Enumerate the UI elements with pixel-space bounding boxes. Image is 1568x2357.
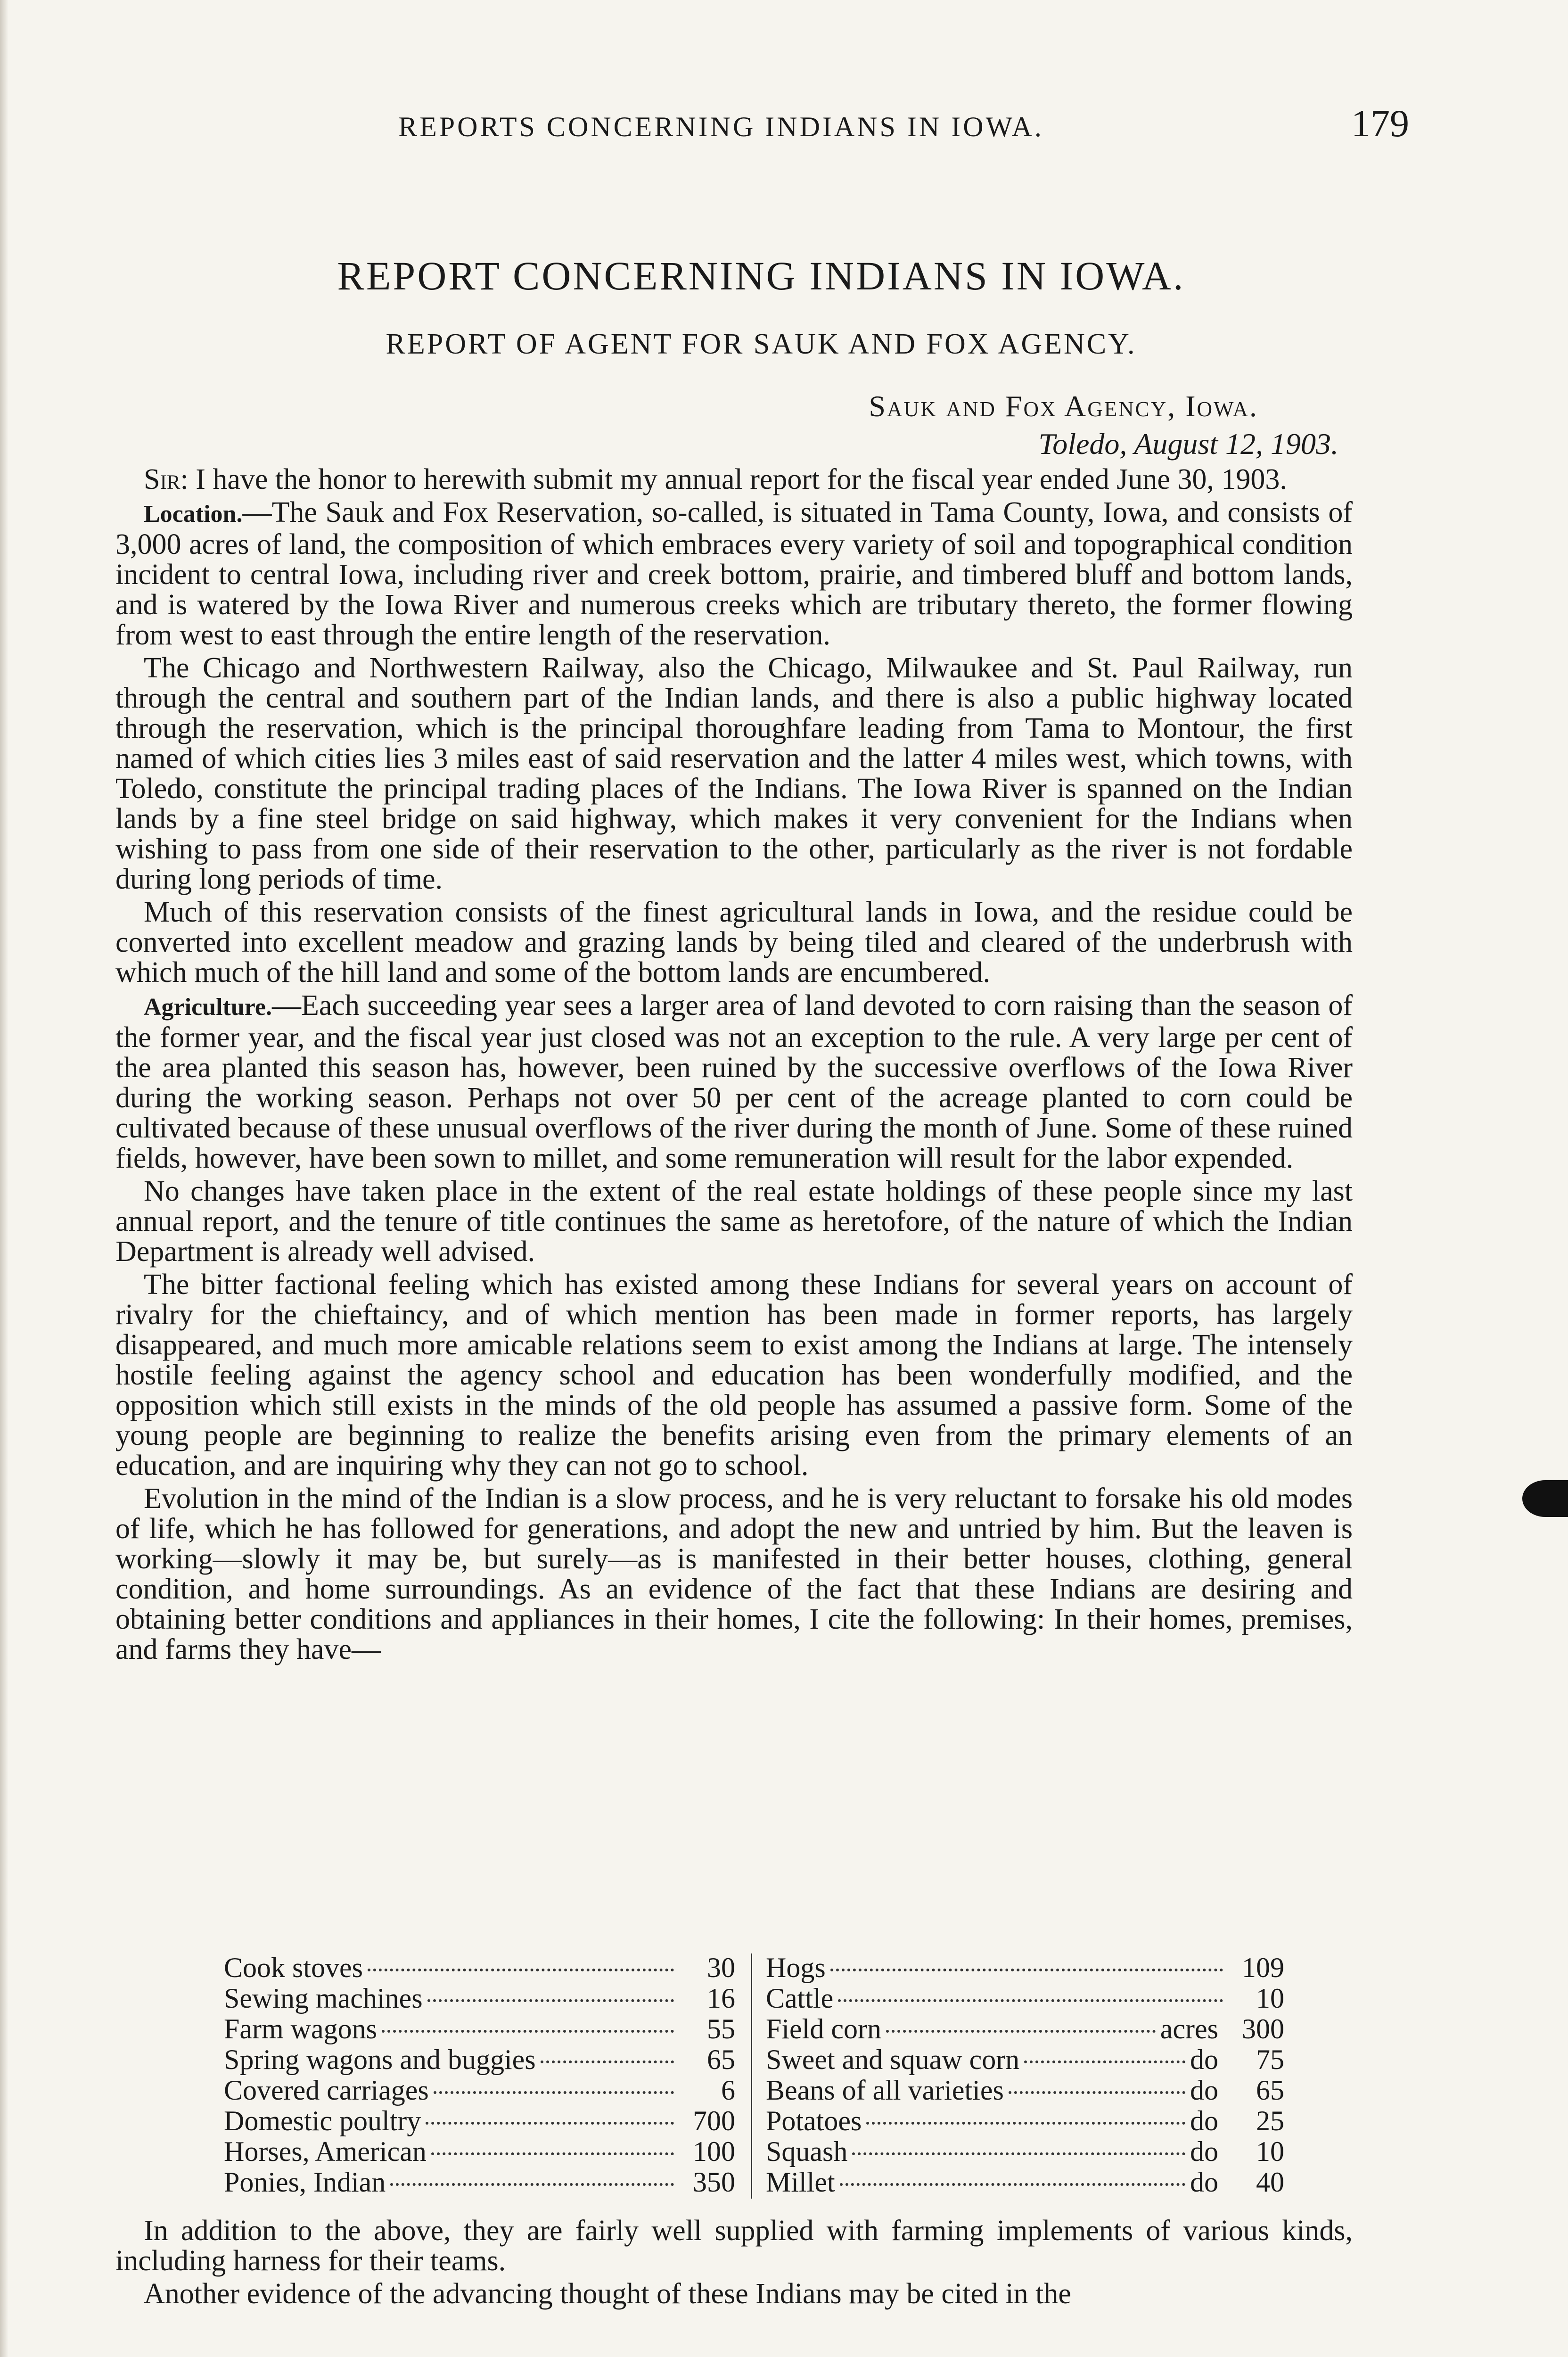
statistics-row <box>766 2014 1284 2044</box>
dot-leader <box>866 2122 1185 2125</box>
salutation-paragraph <box>115 464 1353 494</box>
agriculture-paragraph <box>115 990 1353 1173</box>
dot-leader <box>390 2183 674 2186</box>
dot-leader <box>830 1969 1223 1971</box>
statistics-unit: do <box>1190 2136 1218 2167</box>
location-side-head: Location. <box>144 501 243 527</box>
statistics-value: 30 <box>707 1952 735 1983</box>
dot-leader <box>886 2030 1156 2033</box>
implements-paragraph: In addition to the above, they are fairly well supplied with farming implements of various kinds, including harness for their teams. <box>115 2215 1353 2277</box>
statistics-row <box>766 1983 1284 2014</box>
statistics-unit: acres <box>1160 2013 1218 2044</box>
evolution-paragraph: Evolution in the mind of the Indian is a slow process, and he is very reluctant to forsake his old modes of life, which he has followed for generations, and adopt the new and untried by him. But the leaven is working—slowly it may be, but surely—as is manifested in their better houses, clothing, general condition, and home surroundings. As an evidence of the fact that these Indians are desiring and obtaining better conditions and appliances in their homes, I cite the following: In their homes, premises, and farms they have— <box>115 1483 1353 1665</box>
statistics-unit: do <box>1190 2075 1218 2106</box>
agriculture-text: —Each succeeding year sees a larger area of land devoted to corn raising than the season of the former year, and the fiscal year just closed was not an exception to the rule. A very large per cent of the area planted this season has, however, been ruined by the successive overflows of the Iowa River during the working season. Perhaps not over 50 per cent of the acreage planted to corn could be cultivated because of these unusual overflows of the river during the month of June. Some of these ruined fields, however, have been sown to millet, and some remuneration will result for the labor expended. <box>115 989 1353 1174</box>
statistics-item: Ponies, Indian <box>224 2167 386 2198</box>
dot-leader <box>1009 2091 1185 2094</box>
statistics-item: Potatoes <box>766 2105 862 2136</box>
statistics-item: Horses, American <box>224 2136 427 2167</box>
location-text: —The Sauk and Fox Reservation, so-called, is situated in Tama County, Iowa, and consists of 3,000 acres of land, the composition of which embraces every variety of soil and topographical condition incident to central Iowa, including river and creek bottom, prairie, and timbered bluff and bottom lands, and is watered by the Iowa River and numerous creeks which are tributary thereto, the former flowing from west to east through the entire length of the reservation. <box>115 496 1353 651</box>
running-head: REPORTS CONCERNING INDIANS IN IOWA. <box>398 111 1044 142</box>
report-body <box>115 464 1353 1665</box>
dot-leader <box>382 2030 674 2033</box>
scan-edge-shadow <box>0 0 8 2357</box>
statistics-row <box>766 2075 1284 2106</box>
statistics-item: Domestic poultry <box>224 2105 421 2136</box>
statistics-row <box>224 1953 735 1983</box>
statistics-value: 40 <box>1256 2167 1284 2198</box>
railway-paragraph: The Chicago and Northwestern Railway, also the Chicago, Milwaukee and St. Paul Railway, run through the central and southern part of the Indian lands, and there is also a public highway located through the reservation, which is the principal thoroughfare leading from Tama to Montour, the first named of which cities lies 3 miles east of said reservation and the latter 4 miles west, which towns, with Toledo, constitute the principal trading places of the Indians. The Iowa River is spanned on the Indian lands by a fine steel bridge on said highway, which makes it very convenient for the Indians when wishing to pass from one side of their reservation to the other, particularly as the river is not fordable during long periods of time. <box>115 652 1353 895</box>
another-paragraph: Another evidence of the advancing thought of these Indians may be cited in the <box>144 2278 1071 2310</box>
dot-leader <box>840 2183 1185 2186</box>
factional-paragraph: The bitter factional feeling which has existed among these Indians for several years on account of rivalry for the chieftaincy, and of which mention has been made in former reports, has largely disappeared, and much more amicable relations seem to exist among the Indians at large. The intensely hostile feeling against the agency school and education has been wonderfully modified, and the opposition which still exists in the minds of the old people has assumed a passive form. Some of the young people are beginning to realize the benefits arising even from the primary elements of an education, and are inquiring why they can not go to school. <box>115 1269 1353 1482</box>
statistics-value: 100 <box>693 2136 735 2167</box>
column-divider <box>751 1953 752 2199</box>
statistics-value: 10 <box>1256 1983 1284 2014</box>
dot-leader <box>427 1999 674 2002</box>
statistics-unit: do <box>1190 2167 1218 2198</box>
statistics-row <box>224 2106 735 2136</box>
statistics-value: 55 <box>707 2013 735 2044</box>
dot-leader <box>431 2152 674 2155</box>
statistics-item: Spring wagons and buggies <box>224 2044 536 2075</box>
statistics-item: Sweet and squaw corn <box>766 2044 1020 2075</box>
ink-smudge <box>1522 1480 1568 1517</box>
statistics-unit: do <box>1190 2044 1218 2075</box>
dot-leader <box>434 2091 674 2094</box>
statistics-item: Farm wagons <box>224 2013 377 2044</box>
statistics-right-column <box>766 1953 1284 2198</box>
report-body-continued <box>115 2216 1353 2309</box>
statistics-row <box>224 2044 735 2075</box>
statistics-row <box>224 2014 735 2044</box>
statistics-row <box>224 1983 735 2014</box>
statistics-left-column <box>224 1953 735 2198</box>
statistics-item: Sewing machines <box>224 1983 423 2014</box>
salutation-sir: Sir: <box>144 463 189 495</box>
statistics-row <box>224 2167 735 2198</box>
dot-leader <box>368 1969 674 1971</box>
statistics-unit: do <box>1190 2105 1218 2136</box>
statistics-row <box>766 2044 1284 2075</box>
statistics-item: Squash <box>766 2136 848 2167</box>
statistics-value: 300 <box>1242 2013 1284 2044</box>
statistics-value: 350 <box>693 2167 735 2198</box>
dateline-place: Sauk and Fox Agency, Iowa. <box>869 389 1258 423</box>
estate-paragraph: No changes have taken place in the extent of the real estate holdings of these people since my last annual report, and the tenure of title continues the same as heretofore, of the nature of which the Indian Department is already well advised. <box>115 1175 1353 1268</box>
page-number: 179 <box>1351 102 1409 145</box>
statistics-value: 16 <box>707 1983 735 2014</box>
dot-leader <box>1024 2060 1185 2063</box>
statistics-value: 10 <box>1256 2136 1284 2167</box>
dot-leader <box>852 2152 1185 2155</box>
statistics-item: Field corn <box>766 2013 881 2044</box>
statistics-value: 25 <box>1256 2105 1284 2136</box>
statistics-item: Beans of all varieties <box>766 2075 1004 2106</box>
salutation-text: I have the honor to herewith submit my annual report for the fiscal year ended June 30, 1903. <box>188 463 1287 495</box>
statistics-row <box>224 2136 735 2167</box>
location-paragraph <box>115 497 1353 650</box>
statistics-value: 65 <box>707 2044 735 2075</box>
statistics-item: Covered carriages <box>224 2075 429 2106</box>
statistics-row <box>766 2167 1284 2198</box>
dot-leader <box>838 1999 1223 2002</box>
agriculture-side-head: Agriculture. <box>144 994 272 1021</box>
statistics-row <box>766 2106 1284 2136</box>
statistics-item: Cattle <box>766 1983 834 2014</box>
statistics-value: 75 <box>1256 2044 1284 2075</box>
dot-leader <box>426 2122 674 2125</box>
statistics-value: 6 <box>721 2075 735 2106</box>
statistics-value: 65 <box>1256 2075 1284 2106</box>
statistics-value: 109 <box>1242 1952 1284 1983</box>
statistics-row <box>766 2136 1284 2167</box>
report-subtitle: REPORT OF AGENT FOR SAUK AND FOX AGENCY. <box>386 328 1137 360</box>
statistics-item: Cook stoves <box>224 1952 363 1983</box>
lands-paragraph: Much of this reservation consists of the finest agricultural lands in Iowa, and the residue could be converted into excellent meadow and grazing lands by being tiled and cleared of the underbrush with which much of the hill land and some of the bottom lands are encumbered. <box>115 896 1353 989</box>
statistics-row <box>766 1953 1284 1983</box>
report-title: REPORT CONCERNING INDIANS IN IOWA. <box>337 253 1185 298</box>
dateline-date: Toledo, August 12, 1903. <box>1038 427 1338 461</box>
statistics-item: Millet <box>766 2167 835 2198</box>
dot-leader <box>541 2060 674 2063</box>
statistics-item: Hogs <box>766 1952 826 1983</box>
statistics-row <box>224 2075 735 2106</box>
statistics-value: 700 <box>693 2105 735 2136</box>
